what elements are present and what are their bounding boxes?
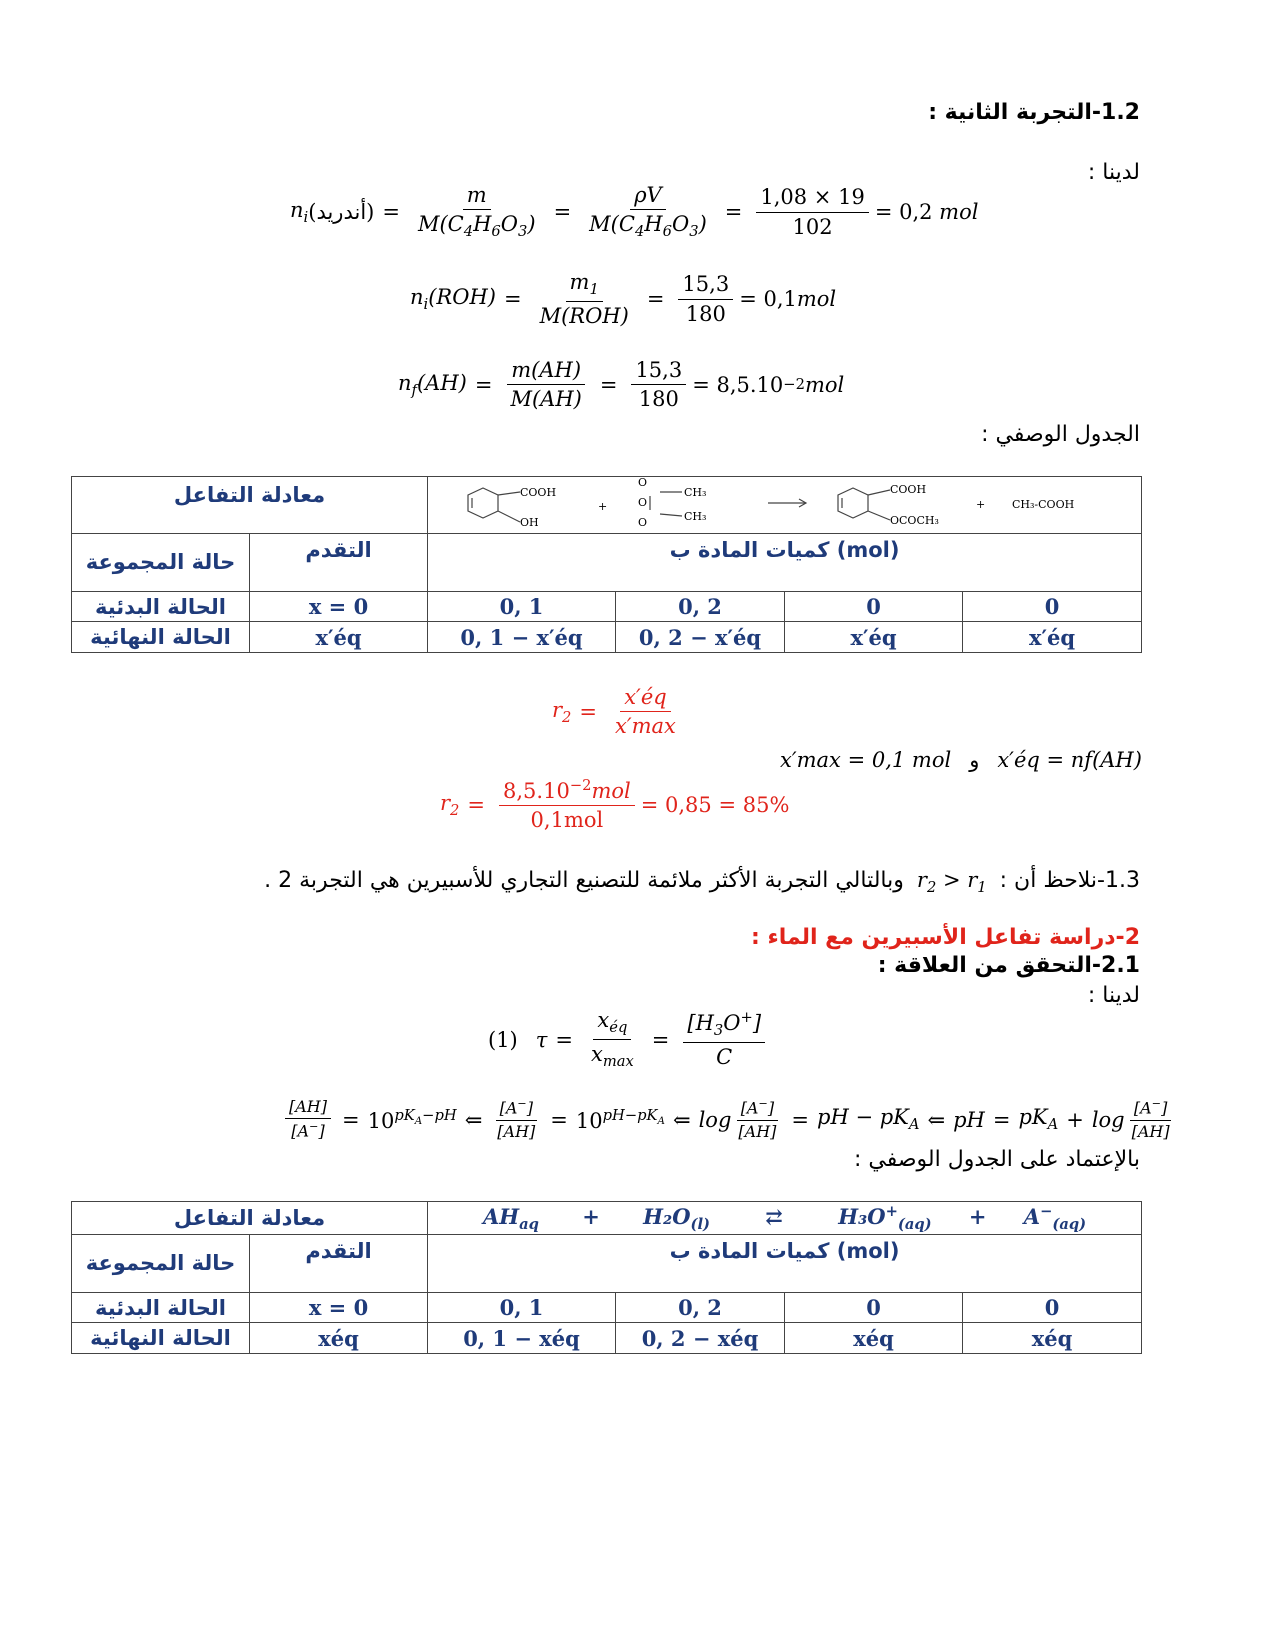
final-c4-2: xéq <box>963 1323 1142 1354</box>
equation-nf-ah: $n_f(AH)$ = $\frac{m(AH)}{M(AH)}$ = $\frac{15,3}{180}$ = 8,5.10 −2 mol <box>398 358 845 412</box>
state-header: حالة المجموعة <box>72 534 250 592</box>
ladayna-label-2: لدينا : <box>1087 983 1140 1008</box>
ladayna-label: لدينا : <box>1087 160 1140 185</box>
table1-initial-row <box>72 592 1142 622</box>
table-label-2: بالإعتماد على الجدول الوصفي : <box>854 1147 1140 1172</box>
initial-c2-2: 0, 2 <box>616 1293 785 1323</box>
product-ococh3: OCOCH₃ <box>890 513 939 527</box>
initial-c3: 0 <box>785 592 963 622</box>
table1-final-row <box>72 622 1142 653</box>
reactant-oh: OH <box>520 515 539 529</box>
reaction-image <box>428 477 1142 534</box>
anhydride-name: أندريد <box>316 200 367 225</box>
condition-line: x′max = 0,1 mol و x′éq = nf(AH) <box>780 748 1142 772</box>
r2-definition: $r_2$ = $\frac{x'éq}{x'\max}$ <box>552 685 676 739</box>
final-c3: x′éq <box>785 622 963 653</box>
final-c4: x′éq <box>963 622 1142 653</box>
initial-c1: 0, 1 <box>428 592 616 622</box>
oxygen-1: O <box>638 477 648 489</box>
equation-header: معادلة التفاعل <box>72 477 428 534</box>
initial-c3-2: 0 <box>785 1293 963 1323</box>
ph-relation-chain: $\frac{[AH]}{[A^-]}$ = $10^{pK_A-pH}$ ⇐ $\frac{[A^-]}{[AH]}$ = $10^{pH-pK_A}$ ⇐ log $\frac{[A^-]}{[AH]}$ = pH − $pK_A$ ⇐ pH = $pK_A$ + log $\frac{[A^-]}{[AH]}$ <box>282 1098 1177 1141</box>
reaction-table-2 <box>71 1201 1142 1354</box>
initial-c4-2: 0 <box>963 1293 1142 1323</box>
final-advance: x′éq <box>250 622 428 653</box>
reactant-cooh: COOH <box>520 485 557 499</box>
conclusion-1-3: 1.3-نلاحظ أن : $r_2 > r_1$ وبالتالي التجربة الأكثر ملائمة للتصنيع التجاري للأسبيرين هي التجربة 2 . <box>264 868 1140 897</box>
initial-advance: x = 0 <box>250 592 428 622</box>
table-label-1: الجدول الوصفي : <box>981 422 1140 447</box>
r2-calculation: $r_2$ = $\frac{8,5.10^{-2}mol}{\text{0,1mol}}$ = 0,85 = 85% <box>440 777 790 833</box>
table2-final-row <box>72 1323 1142 1354</box>
section-2-heading: 2-دراسة تفاعل الأسبيرين مع الماء : <box>750 925 1140 950</box>
oxygen-2: O <box>638 495 648 509</box>
and-word: و <box>969 748 980 772</box>
quantities-header: كميات المادة ب (mol) <box>428 534 1142 592</box>
equation-n-roh: $n_i(ROH)$ = $\frac{m_1}{\text{M(ROH)}}$ = $\frac{15,3}{180}$ = 0,1 mol <box>410 270 837 329</box>
advance-header: التقدم <box>250 534 428 592</box>
final-c2: 0, 2 − x′éq <box>616 622 785 653</box>
initial-advance-2: x = 0 <box>250 1293 428 1323</box>
reaction-equation-2: $AH_{aq} + H_2O_{(l)}$ ⇄ $H_3O^+_{(aq)} + A^-_{(aq)}$ <box>428 1202 1142 1235</box>
section-2-1-heading: 2.1-التحقق من العلاقة : <box>877 953 1140 978</box>
final-c3-2: xéq <box>785 1323 963 1354</box>
anhydride-ch3-a: CH₃ <box>684 485 707 499</box>
initial-c1-2: 0, 1 <box>428 1293 616 1323</box>
plus-sign-1: + <box>598 499 608 513</box>
initial-state-label-2: الحالة البدئية <box>72 1293 250 1323</box>
advance-header-2: التقدم <box>250 1235 428 1293</box>
initial-c4: 0 <box>963 592 1142 622</box>
oxygen-3: O <box>638 515 648 529</box>
aspirin-synthesis-diagram <box>428 478 1140 533</box>
final-state-label: الحالة النهائية <box>72 622 250 653</box>
plus-sign-2: + <box>976 497 986 511</box>
final-advance-2: xéq <box>250 1323 428 1354</box>
reaction-table-1 <box>71 476 1142 653</box>
product-acetic-acid: CH₃-COOH <box>1012 497 1075 511</box>
final-c2-2: 0, 2 − xéq <box>616 1323 785 1354</box>
state-header-2: حالة المجموعة <box>72 1235 250 1293</box>
equation-header-2: معادلة التفاعل <box>72 1202 428 1235</box>
quantities-header-2: كميات المادة ب (mol) <box>428 1235 1142 1293</box>
initial-c2: 0, 2 <box>616 592 785 622</box>
initial-state-label: الحالة البدئية <box>72 592 250 622</box>
anhydride-ch3-b: CH₃ <box>684 509 707 523</box>
final-state-label-2: الحالة النهائية <box>72 1323 250 1354</box>
section-1-2-heading: 1.2-التجربة الثانية : <box>928 100 1140 125</box>
product-cooh: COOH <box>890 482 927 496</box>
final-c1: 0, 1 − x′éq <box>428 622 616 653</box>
equation-n-anhydride: $n_i$ ( أندريد ) = $\frac{m}{M(C_4H_6O_3)}$ = $\frac{\rho V}{M(C_4H_6O_3)}$ = $\frac{1,08 \times 19}{102}$ = 0,2 mol <box>290 183 979 241</box>
tau-equation: (1) τ = $\frac{x_{éq}}{x_{max}}$ = $\frac{[H_3O^+]}{C}$ <box>488 1008 771 1071</box>
final-c1-2: 0, 1 − xéq <box>428 1323 616 1354</box>
table2-initial-row <box>72 1293 1142 1323</box>
